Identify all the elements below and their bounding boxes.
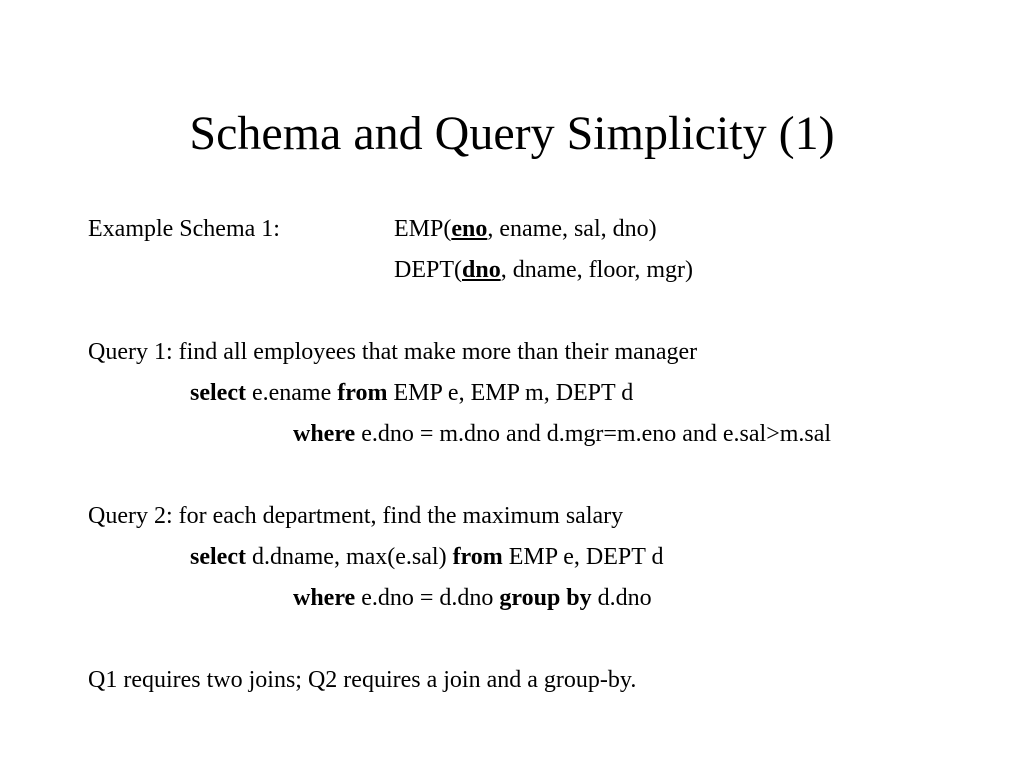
query2-from-keyword: from <box>452 544 503 570</box>
query2-groupby-text: d.dno <box>591 585 652 611</box>
query2-where-keyword: where <box>293 585 356 611</box>
query1-select-text: e.ename <box>245 380 338 406</box>
schema-label: Example Schema 1: <box>88 216 280 242</box>
conclusion: Q1 requires two joins; Q2 requires a join and a group-by. <box>88 667 637 693</box>
dept-prefix: DEPT( <box>394 257 462 283</box>
query2-groupby-keyword: group by <box>499 585 592 611</box>
emp-key: eno <box>451 216 488 242</box>
dept-rest: , dname, floor, mgr) <box>500 257 694 283</box>
query1-from-text: EMP e, EMP m, DEPT d <box>387 380 634 406</box>
dept-schema <box>394 256 693 284</box>
query2-select-line <box>190 543 663 571</box>
query1-where-keyword: where <box>293 421 356 447</box>
query1-from-keyword: from <box>337 380 388 406</box>
slide-title: Schema and Query Simplicity (1) <box>189 107 835 160</box>
emp-rest: , ename, sal, dno) <box>487 216 657 242</box>
query1-select-keyword: select <box>190 380 246 406</box>
query2-select-keyword: select <box>190 544 246 570</box>
query2-from-text: EMP e, DEPT d <box>502 544 664 570</box>
query1-where-text: e.dno = m.dno and d.mgr=m.eno and e.sal>m.sal <box>355 421 832 447</box>
query1-select-line <box>190 379 633 407</box>
emp-prefix: EMP( <box>394 216 452 242</box>
query1-where-line <box>293 420 831 448</box>
emp-schema <box>394 215 657 243</box>
query2-select-text: d.dname, max(e.sal) <box>245 544 453 570</box>
dept-key: dno <box>462 257 501 283</box>
query2-description: Query 2: for each department, find the maximum salary <box>88 503 624 529</box>
query1-description: Query 1: find all employees that make more than their manager <box>88 339 698 365</box>
query2-where-text: e.dno = d.dno <box>355 585 500 611</box>
query2-where-line <box>293 584 652 612</box>
